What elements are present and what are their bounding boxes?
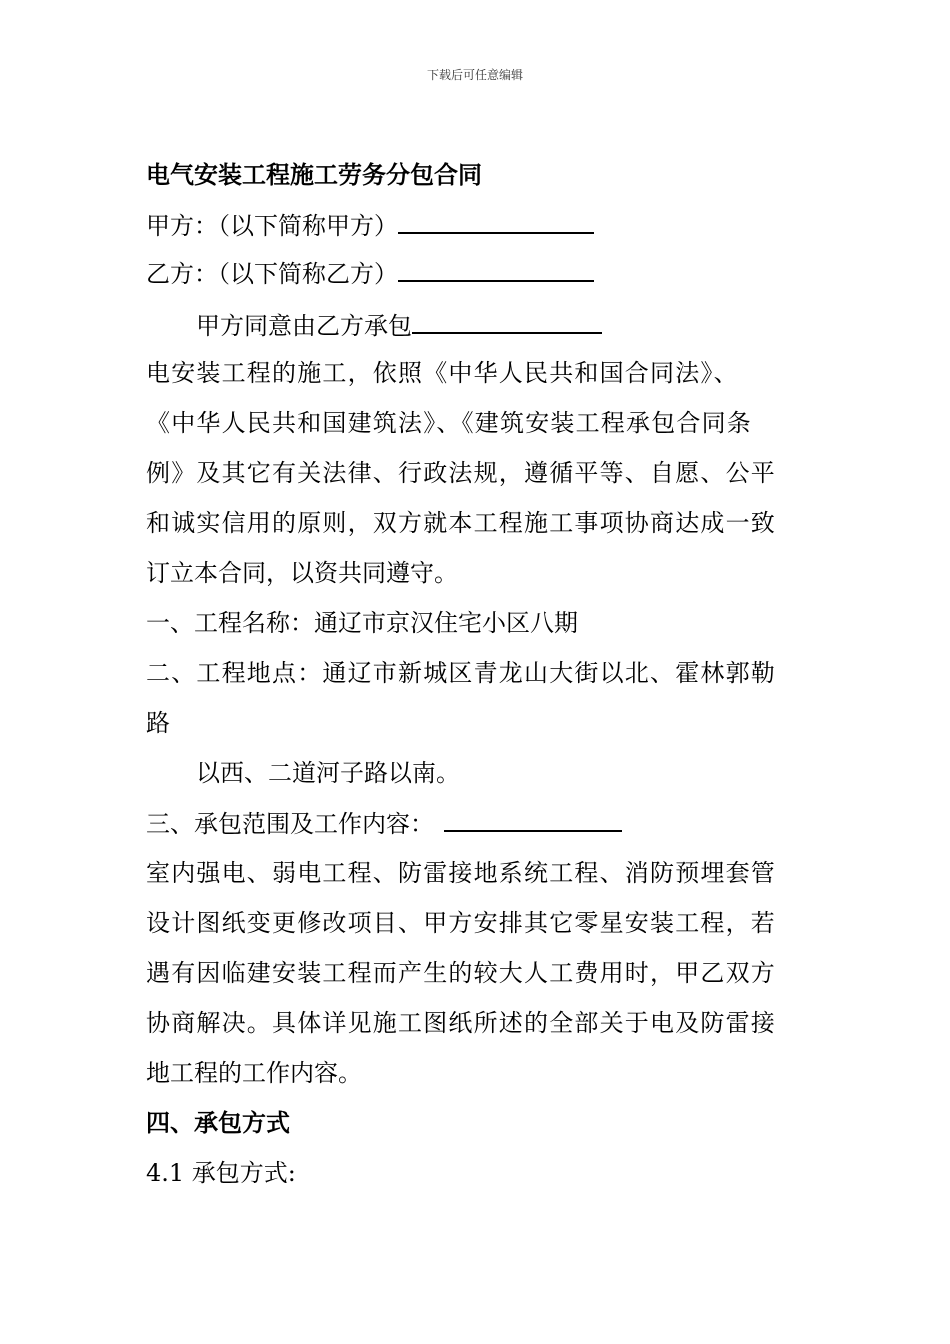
party-a-label: 甲方：（以下简称甲方） bbox=[146, 212, 398, 240]
agreement-intro: 甲方同意由乙方承包 bbox=[196, 312, 412, 340]
section-3-blank[interactable] bbox=[444, 808, 622, 832]
section-3-line-4: 协商解决。具体详见施工图纸所述的全部关于电及防雷接 bbox=[146, 1009, 776, 1037]
project-name-blank[interactable] bbox=[412, 310, 602, 334]
section-3-line-3: 遇有因临建安装工程而产生的较大人工费用时，甲乙双方 bbox=[146, 959, 776, 987]
contract-title: 电气安装工程施工劳务分包合同 bbox=[146, 160, 482, 189]
section-2-location-line-1: 二、工程地点：通辽市新城区青龙山大街以北、霍林郭勒 bbox=[146, 659, 776, 687]
section-3-label-line bbox=[146, 808, 622, 839]
section-1-project-name: 一、工程名称：通辽市京汉住宅小区八期 bbox=[146, 609, 578, 637]
body-line-1: 电安装工程的施工，依照《中华人民共和国合同法》、 bbox=[146, 359, 739, 387]
body-line-3: 例》及其它有关法律、行政法规，遵循平等、自愿、公平 bbox=[146, 459, 776, 487]
party-a-line bbox=[146, 210, 594, 241]
section-3-line-2: 设计图纸变更修改项目、甲方安排其它零星安装工程，若 bbox=[146, 909, 776, 937]
section-3-label: 三、承包范围及工作内容： bbox=[146, 810, 434, 838]
body-line-4: 和诚实信用的原则，双方就本工程施工事项协商达成一致 bbox=[146, 509, 776, 537]
party-b-blank[interactable] bbox=[398, 258, 594, 282]
section-3-line-1: 室内强电、弱电工程、防雷接地系统工程、消防预埋套管 bbox=[146, 859, 776, 887]
section-2-location-line-3: 以西、二道河子路以南。 bbox=[196, 759, 460, 787]
party-b-line bbox=[146, 258, 594, 289]
agreement-intro-line bbox=[196, 310, 602, 341]
body-line-2: 《中华人民共和国建筑法》、《建筑安装工程承包合同条 bbox=[146, 409, 752, 437]
section-2-location-line-2: 路 bbox=[146, 709, 170, 737]
section-4-1-label: 4.1 承包方式: bbox=[146, 1159, 296, 1187]
section-3-line-5: 地工程的工作内容。 bbox=[146, 1059, 362, 1087]
section-4-heading: 四、承包方式 bbox=[146, 1108, 290, 1137]
party-a-blank[interactable] bbox=[398, 210, 594, 234]
body-line-5: 订立本合同，以资共同遵守。 bbox=[146, 559, 458, 587]
party-b-label: 乙方：（以下简称乙方） bbox=[146, 260, 398, 288]
header-note: 下载后可任意编辑 bbox=[426, 68, 523, 82]
